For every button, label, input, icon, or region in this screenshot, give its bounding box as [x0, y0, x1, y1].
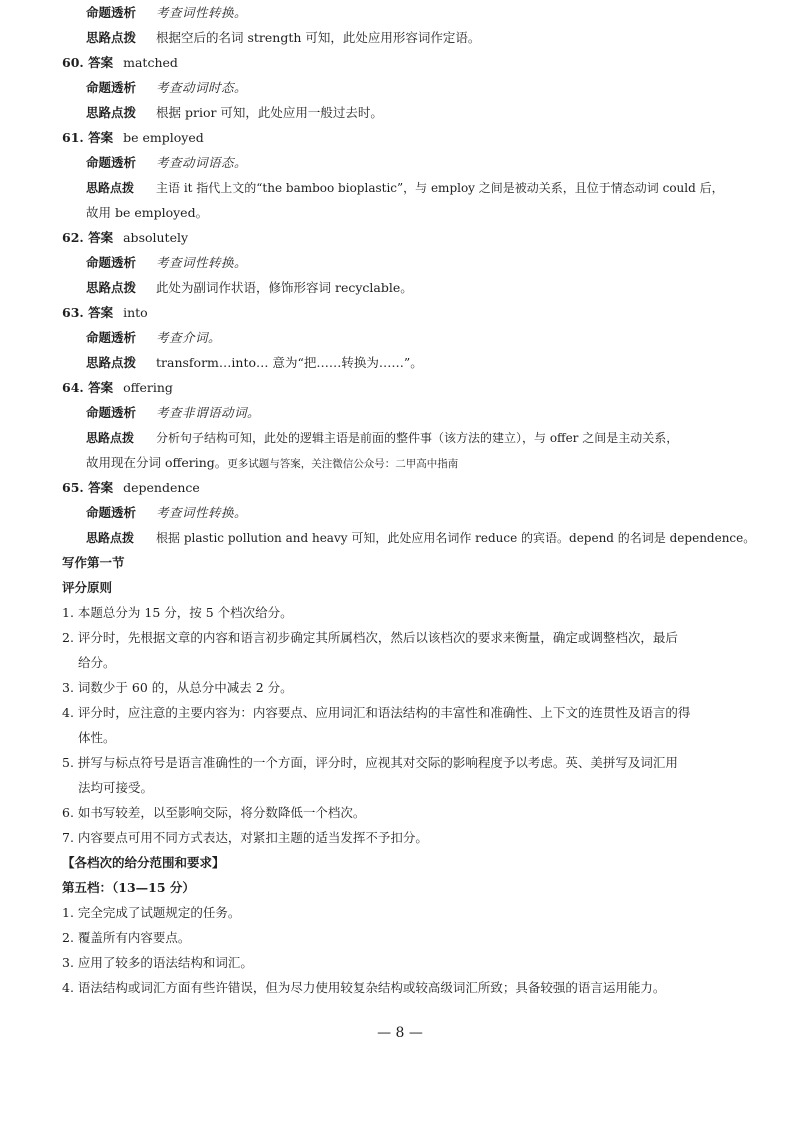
- hint-cont-text: 故用现在分词 offering。: [86, 455, 228, 470]
- hint-text: 分析句子结构可知，此处的逻辑主语是前面的整件事（该方法的建立），与 offer 之间是主动关系，: [156, 431, 679, 445]
- intent-label: 命题透析: [86, 155, 137, 170]
- hint-label: 思路点拨: [86, 355, 137, 370]
- intent-text: 考查词性转换。: [156, 5, 248, 20]
- intent-label: 命题透析: [86, 505, 137, 520]
- rule-item: 4. 评分时，应注意的主要内容为：内容要点、应用词汇和语法结构的丰富性和准确性、上下文的连贯性及语言的得: [62, 705, 691, 720]
- hint-text: transform…into… 意为“把……转换为……”。: [156, 355, 423, 370]
- intent-text: 考查词性转换。: [156, 505, 248, 520]
- hint-label: 思路点拨: [86, 531, 135, 545]
- answer-number: 62. 答案: [62, 230, 114, 245]
- hint-text: 根据空后的名词 strength 可知，此处应用形容词作定语。: [156, 30, 481, 45]
- answer-65-hint: [86, 529, 755, 547]
- answer-61: [62, 129, 204, 147]
- answer-63-hint: [86, 354, 423, 372]
- answer-value: into: [123, 305, 148, 320]
- rule-item: 7. 内容要点可用不同方式表达，对紧扣主题的适当发挥不予扣分。: [62, 830, 428, 845]
- rule-item-cont: 法均可接受。: [78, 780, 154, 795]
- answer-number: 61. 答案: [62, 130, 114, 145]
- answer-60: [62, 54, 178, 72]
- analysis-hint-line: [86, 29, 480, 47]
- hint-label: 思路点拨: [86, 105, 137, 120]
- answer-62-intent: [86, 254, 247, 272]
- answer-64-hint-cont: [86, 454, 458, 473]
- rule-item: 2. 评分时，先根据文章的内容和语言初步确定其所属档次，然后以该档次的要求来衡量，确定或调整档次，最后: [62, 630, 678, 645]
- hint-text: 主语 it 指代上文的“the bamboo bioplastic”，与 employ 之间是被动关系，且位于情态动词 could 后，: [156, 181, 724, 195]
- rule-item: 6. 如书写较差，以至影响交际，将分数降低一个档次。: [62, 805, 366, 820]
- level5-item: 2. 覆盖所有内容要点。: [62, 930, 191, 945]
- answer-62-hint: [86, 279, 413, 297]
- answer-65-intent: [86, 504, 247, 522]
- answer-value: matched: [123, 55, 178, 70]
- answer-61-hint: [86, 179, 724, 197]
- page-number: — 8 —: [377, 1025, 423, 1041]
- intent-label: 命题透析: [86, 330, 137, 345]
- analysis-intent-line: [86, 4, 247, 22]
- intent-label: 命题透析: [86, 405, 137, 420]
- promo-note: 更多试题与答案，关注微信公众号：二甲高中指南: [227, 458, 459, 470]
- answer-61-intent: [86, 154, 247, 172]
- hint-text: 此处为副词作状语，修饰形容词 recyclable。: [156, 280, 413, 295]
- hint-label: 思路点拨: [86, 280, 137, 295]
- level5-item: 1. 完全完成了试题规定的任务。: [62, 905, 241, 920]
- answer-value: dependence: [123, 480, 200, 495]
- answer-64-hint: [86, 429, 678, 447]
- answer-65: [62, 479, 200, 497]
- answer-value: be employed: [123, 130, 204, 145]
- answer-63: [62, 304, 148, 322]
- hint-text: 根据 plastic pollution and heavy 可知，此处应用名词作 reduce 的宾语。depend 的名词是 dependence。: [156, 531, 756, 545]
- rule-item: 3. 词数少于 60 的，从总分中减去 2 分。: [62, 680, 293, 695]
- intent-label: 命题透析: [86, 5, 137, 20]
- answer-value: offering: [123, 380, 173, 395]
- answer-number: 63. 答案: [62, 305, 114, 320]
- rules-title: 评分原则: [62, 580, 113, 595]
- hint-label: 思路点拨: [86, 30, 137, 45]
- answer-number: 64. 答案: [62, 380, 114, 395]
- section-title: 写作第一节: [62, 555, 125, 570]
- intent-text: 考查词性转换。: [156, 255, 248, 270]
- answer-64-intent: [86, 404, 260, 422]
- level5-item: 4. 语法结构或词汇方面有些许错误，但为尽力使用较复杂结构或较高级词汇所致；具备较强的语言运用能力。: [62, 980, 666, 995]
- hint-text: 根据 prior 可知，此处应用一般过去时。: [156, 105, 383, 120]
- intent-label: 命题透析: [86, 255, 137, 270]
- answer-value: absolutely: [123, 230, 189, 245]
- intent-text: 考查介词。: [156, 330, 222, 345]
- answer-64: [62, 379, 173, 397]
- intent-label: 命题透析: [86, 80, 137, 95]
- levels-title: 【各档次的给分范围和要求】: [62, 855, 225, 870]
- level5-title: 第五档：（13—15 分）: [62, 880, 195, 895]
- hint-label: 思路点拨: [86, 431, 135, 445]
- intent-text: 考查非谓语动词。: [156, 405, 261, 420]
- rule-item: 5. 拼写与标点符号是语言准确性的一个方面，评分时，应视其对交际的影响程度予以考虑。英、美拼写及词汇用: [62, 755, 678, 770]
- hint-label: 思路点拨: [86, 181, 135, 195]
- level5-item: 3. 应用了较多的语法结构和词汇。: [62, 955, 253, 970]
- rule-item-cont: 给分。: [78, 655, 116, 670]
- answer-61-hint-cont: 故用 be employed。: [86, 205, 209, 220]
- rule-item-cont: 体性。: [78, 730, 116, 745]
- answer-number: 60. 答案: [62, 55, 114, 70]
- answer-62: [62, 229, 188, 247]
- answer-63-intent: [86, 329, 221, 347]
- answer-number: 65. 答案: [62, 480, 114, 495]
- answer-60-intent: [86, 79, 247, 97]
- intent-text: 考查动词时态。: [156, 80, 248, 95]
- intent-text: 考查动词语态。: [156, 155, 248, 170]
- answer-60-hint: [86, 104, 383, 122]
- rule-item: 1. 本题总分为 15 分，按 5 个档次给分。: [62, 605, 293, 620]
